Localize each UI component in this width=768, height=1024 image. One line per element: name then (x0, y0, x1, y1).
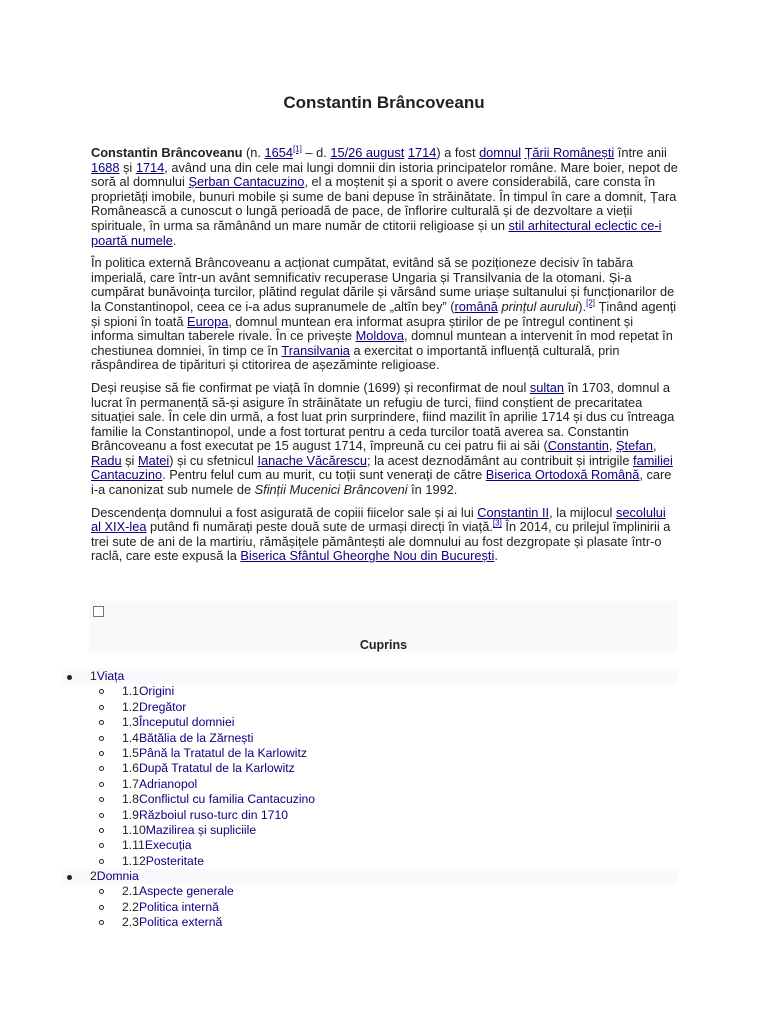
bullet-circle-icon (99, 920, 104, 925)
bullet-circle-icon (99, 751, 104, 756)
text-run: Descendența domnului a fost asigurată de copiii fiicelor sale și ai lui (91, 504, 478, 520)
wiki-link[interactable]: Șerban Cantacuzino (188, 174, 305, 190)
italic-term: Sfinții Mucenici Brâncoveni (254, 482, 408, 498)
toc-item[interactable] (62, 808, 678, 823)
toc-number: 1.5 (122, 745, 139, 760)
toc-link[interactable]: Domnia (96, 869, 139, 884)
wiki-link[interactable]: română (454, 298, 498, 314)
toc-entry (122, 900, 219, 915)
toc-link[interactable]: Politica externă (138, 915, 223, 930)
article-body (91, 146, 678, 572)
toc-link[interactable]: Posteritate (145, 853, 204, 868)
text-run: În politica externă Brâncoveanu a acționat cumpătat, evitând să se poziționeze decisiv în tabăra imperială, care într-un avânt semnificativ recuperase Ungaria și Transilvania de la otomani. Și-a cumpărat bunăvoința turcilor, plătind regulat dările și vărsând sume uriașe sultanului și funcționarilor de la Constantinopol, ceea ce i-a adus supranumele de „altîn bey” ( (91, 255, 675, 314)
toc-link[interactable]: Origini (138, 684, 175, 699)
wiki-link[interactable]: Radu (91, 452, 122, 468)
bullet-circle-icon (99, 689, 104, 694)
wiki-link[interactable]: domnul (479, 145, 522, 160)
toc-entry (122, 777, 197, 792)
toc-link[interactable]: Dregător (138, 699, 187, 714)
toc-entry (122, 915, 222, 930)
wiki-link[interactable]: sultan (529, 379, 565, 395)
toc-title: Cuprins (359, 638, 408, 652)
wiki-link[interactable]: Matei (137, 452, 170, 468)
text-run: , domnul muntean a intervenit în mod repetat în chestiunea domniei, în timp ce în (91, 328, 673, 358)
bullet-circle-icon (99, 843, 104, 848)
text-run: , domnul muntean era informat asupra știrilor de pe întregul continent și informa simultan taberele rivale. În ce privește (91, 313, 634, 344)
toc-number: 1.12 (122, 853, 146, 868)
wiki-link[interactable]: Ianache Văcărescu (257, 452, 367, 468)
wiki-link[interactable]: Moldova (355, 328, 404, 344)
toc-link[interactable]: Războiul ruso-turc din 1710 (138, 807, 288, 822)
toc-number: 1.6 (122, 761, 139, 776)
toc-link[interactable]: Aspecte generale (138, 884, 234, 899)
toc-number: 1.9 (122, 807, 139, 822)
toc-link[interactable]: După Tratatul de la Karlowitz (138, 761, 295, 776)
toc-link[interactable]: Politica internă (138, 899, 219, 914)
bullet-circle-icon (99, 797, 104, 802)
toc-item[interactable] (62, 731, 678, 746)
toc-link[interactable]: Viața (96, 669, 125, 683)
bullet-circle-icon (99, 766, 104, 771)
bullet-circle-icon (99, 813, 104, 818)
wiki-link[interactable]: Ștefan (616, 438, 654, 454)
citation-link[interactable]: [3] (492, 518, 502, 528)
wiki-link[interactable]: Biserica Ortodoxă Română (485, 467, 640, 483)
toc-entry (122, 854, 204, 869)
wiki-link[interactable]: 1654 (264, 145, 293, 160)
toc-number: 1 (90, 669, 97, 683)
toc-item[interactable] (62, 684, 678, 699)
toc-entry (122, 792, 315, 807)
toc-entry (122, 761, 295, 776)
toc-item[interactable] (62, 900, 678, 915)
bullet-circle-icon (99, 905, 104, 910)
citation (586, 299, 595, 308)
article-paragraph (91, 506, 678, 564)
text-run: ; la acest deznodământ au contribuit și intrigile (367, 452, 634, 468)
bullet-circle-icon (99, 828, 104, 833)
toc-item[interactable] (62, 700, 678, 715)
text-run: ) și cu sfetnicul (169, 452, 258, 468)
bullet-circle-icon (99, 889, 104, 894)
toc-toggle-checkbox[interactable] (93, 606, 104, 617)
wiki-link[interactable]: Țării Românești (524, 145, 615, 160)
toc-number: 1.3 (122, 715, 139, 730)
toc-item[interactable] (62, 777, 678, 792)
wiki-link[interactable]: familiei Cantacuzino (91, 452, 673, 483)
toc-number: 1.7 (122, 776, 139, 791)
toc-number: 1.4 (122, 730, 139, 745)
toc-number: 1.11 (122, 838, 145, 853)
wiki-link[interactable]: Europa (187, 313, 229, 329)
toc-link[interactable]: Adrianopol (138, 776, 198, 791)
text-run: în 1703, domnul a lucrat în permanență să-și asigure în străinătate un refugiu de turci, fiind conștient de precaritatea situației sale. În cele din urmă, a fost luat prin surprindere, fiind mazilit în aprilie 1714 și dus cu întreaga familie la Constantinopol, unde a fost torturat pentru a ceda turcilor toată averea sa. Constantin Brâncoveanu a fost executat pe 15 august 1714, împreună cu cei patru fii ai săi ( (91, 379, 675, 454)
citation-link[interactable]: [2] (586, 298, 596, 308)
text-run: putând fi numărați peste două sute de urmași direcți în viață. (146, 519, 493, 535)
toc-entry (122, 838, 192, 853)
text-run: , care i-a canonizat sub numele de (91, 467, 672, 498)
toc-header (89, 601, 678, 652)
toc-number: 1.1 (122, 684, 139, 699)
toc-number: 1.10 (122, 822, 146, 837)
bullet-circle-icon (99, 859, 104, 864)
toc-link[interactable]: Execuția (144, 838, 192, 853)
text-run: , la mijlocul (549, 504, 616, 520)
toc-number: 2 (90, 869, 97, 884)
text-run: între anii (614, 145, 667, 160)
wiki-link[interactable]: secolului al XIX-lea (91, 504, 666, 535)
toc-item[interactable] (62, 715, 678, 730)
text-run: , (653, 438, 657, 454)
article-paragraph (91, 146, 678, 248)
text-run: și (121, 452, 138, 468)
article-paragraph (91, 256, 678, 373)
text-run: . (172, 232, 177, 248)
toc-link[interactable]: Bătălia de la Zărnești (138, 730, 254, 745)
wiki-link[interactable]: 1688 (91, 159, 120, 175)
toc-number: 2.3 (122, 915, 139, 930)
toc-entry (90, 669, 124, 684)
text-run: (n. (242, 145, 265, 160)
toc-link[interactable]: Până la Tratatul de la Karlowitz (138, 745, 307, 760)
toc-entry (122, 884, 234, 899)
text-run: și (119, 159, 136, 175)
toc-entry (122, 731, 253, 746)
toc-item[interactable] (62, 823, 678, 838)
toc-number: 2.2 (122, 899, 139, 914)
text-run: ). (578, 298, 587, 314)
bullet-circle-icon (99, 782, 104, 787)
toc-link[interactable]: Mazilirea și supliciile (145, 822, 257, 837)
bold-term: Constantin Brâncoveanu (91, 145, 243, 160)
toc-entry (122, 715, 234, 730)
bullet-dot-icon (67, 675, 72, 680)
wiki-link[interactable]: 1714 (407, 145, 437, 160)
toc-entry (90, 869, 139, 884)
citation-link[interactable]: [1] (292, 144, 302, 154)
toc-link[interactable]: Conflictul cu familia Cantacuzino (138, 792, 316, 807)
wiki-link[interactable]: Transilvania (281, 342, 350, 358)
toc-item[interactable] (62, 761, 678, 776)
italic-term: prințul aurului (501, 298, 579, 314)
page-title: Constantin Brâncoveanu (283, 93, 485, 112)
text-run: în 1992. (407, 482, 458, 498)
wiki-link[interactable]: Biserica Sfântul Gheorghe Nou din București (240, 548, 495, 564)
toc-item[interactable] (62, 884, 678, 899)
wiki-link[interactable]: 15/26 august (330, 145, 405, 160)
text-run: – d. (301, 145, 331, 160)
text-run: Deși reușise să fie confirmat pe viață în domnie (1699) și reconfirmat de noul (91, 379, 530, 395)
bullet-circle-icon (99, 736, 104, 741)
text-run: , el a moștenit și a sporit o avere considerabilă, care consta în proprietăți imobile, bunuri mobile și sume de bani depuse în străinătate. În timpul în care a domnit, Țara Românească a cunoscut o lungă perioadă de pace, de înflorire culturală și de dezvoltare a vieții spirituale, în urma sa rămânând un mare număr de ctitorii religioase și un (91, 174, 677, 233)
toc-link[interactable]: Începutul domniei (138, 715, 235, 730)
toc-entry (122, 700, 186, 715)
citation (493, 519, 502, 528)
article-paragraph (91, 381, 678, 498)
toc-number: 1.2 (122, 699, 139, 714)
toc-number: 1.8 (122, 792, 139, 807)
text-run: . (494, 548, 498, 564)
toc-entry (122, 823, 256, 838)
text-run: . Pentru felul cum au murit, cu toții sunt venerați de către (162, 467, 486, 483)
toc-item[interactable] (62, 669, 678, 684)
toc-entry (122, 808, 288, 823)
toc-entry (122, 684, 174, 699)
toc-item[interactable] (62, 869, 678, 884)
toc-number: 2.1 (122, 884, 139, 899)
wiki-link[interactable]: 1714 (135, 159, 165, 175)
text-run: , având una din cele mai lungi domnii din istoria principatelor române. Mare boier, nepot de soră al domnului (91, 159, 678, 190)
toc-entry (122, 746, 307, 761)
toc-item[interactable] (62, 915, 678, 930)
bullet-circle-icon (99, 705, 104, 710)
text-run: ) a fost (436, 145, 480, 160)
toc-item[interactable] (62, 746, 678, 761)
wiki-link[interactable]: stil arhitectural eclectic ce-i poartă numele (91, 217, 662, 248)
text-run: a exercitat o importantă influență culturală, prin răspândirea de tipărituri și ctitorirea de așezăminte religioase. (91, 342, 620, 373)
text-run: , (608, 438, 617, 454)
wiki-link[interactable]: Constantin II (477, 504, 550, 520)
text-run: În 2014, cu prilejul împlinirii a trei sute de ani de la martiriu, rămășițele pământești ale domnului au fost dezgropate și plasate într-o raclă, care este expusă la (91, 519, 671, 564)
toc-item[interactable] (62, 854, 678, 869)
bullet-circle-icon (99, 720, 104, 725)
wiki-link[interactable]: Constantin (547, 438, 609, 454)
toc-item[interactable] (62, 838, 678, 853)
citation (293, 145, 302, 154)
bullet-dot-icon (67, 875, 72, 880)
table-of-contents (62, 669, 678, 931)
text-run: Ținând agenți și spioni în toată (91, 298, 677, 329)
toc-item[interactable] (62, 792, 678, 807)
